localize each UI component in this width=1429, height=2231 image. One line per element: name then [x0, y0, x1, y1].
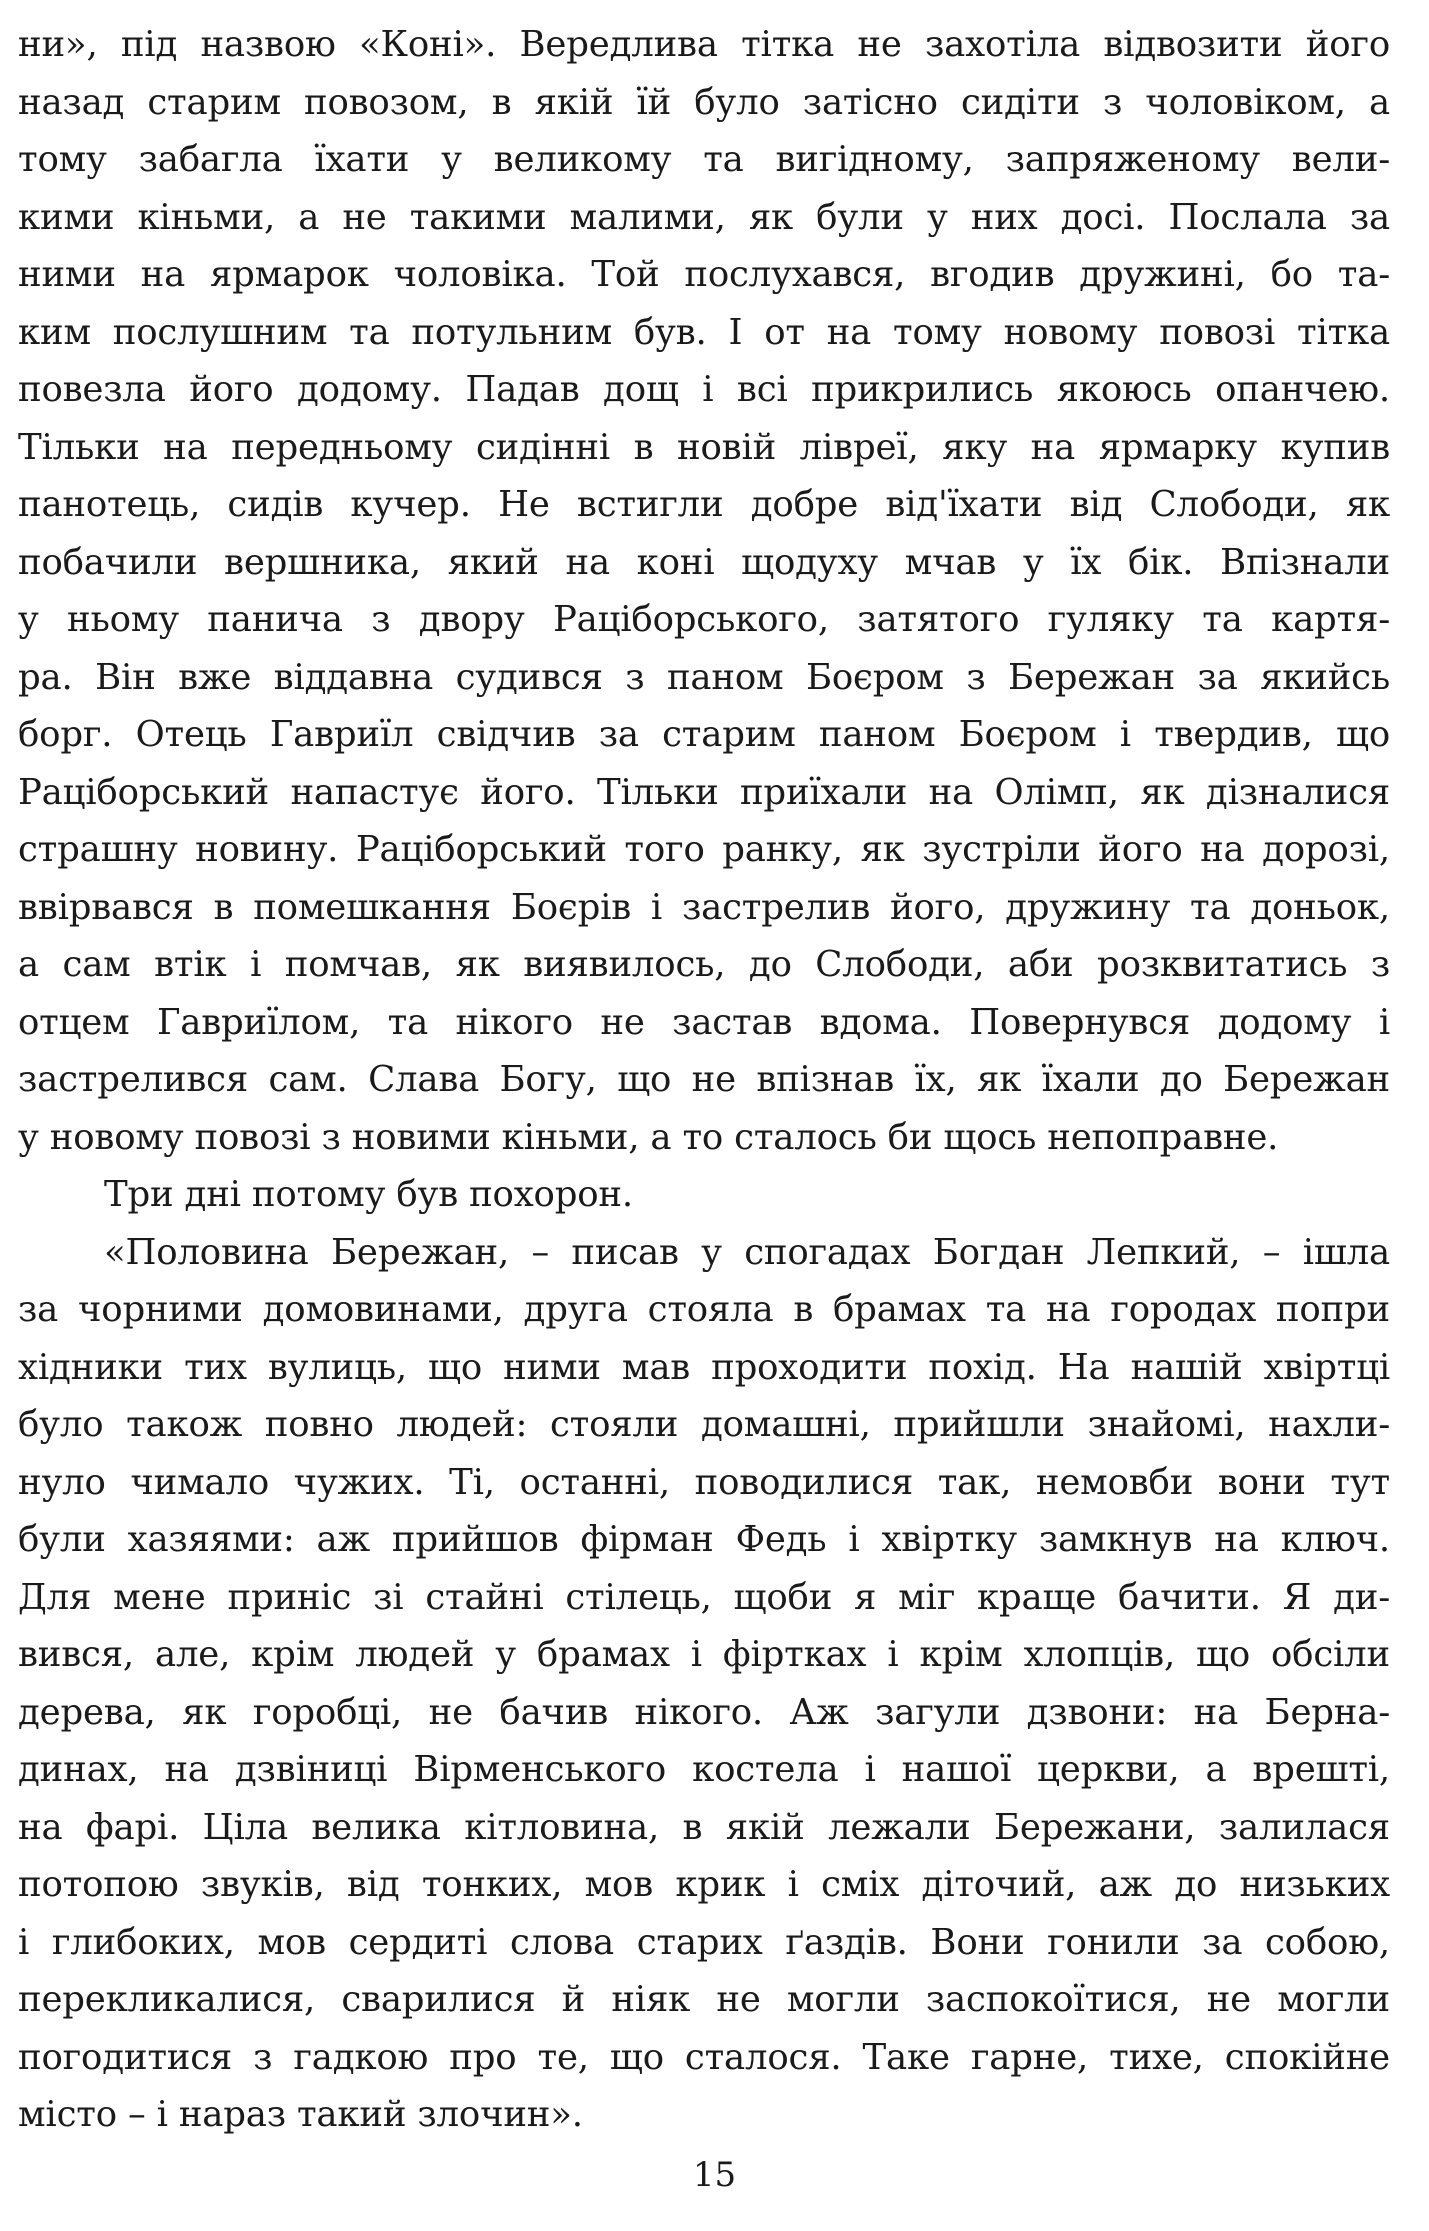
- text-line: і глибоких, мов сердиті слова старих ґаздів. Вони гонили за собою,: [18, 1921, 1390, 1963]
- text-line: «Половина Бережан, – писав у спогадах Богдан Лепкий, – ішла: [104, 1231, 1390, 1273]
- text-line: було також повно людей: стояли домашні, прийшли знайомі, нахли-: [18, 1404, 1390, 1445]
- text-line: ни», під назвою «Коні». Вередлива тітка не захотіла відвозити його: [18, 24, 1390, 65]
- text-line: на фарі. Ціла велика кітловина, в якій лежали Бережани, залилася: [18, 1806, 1390, 1848]
- text-line: борг. Отець Гавриїл свідчив за старим паном Боєром і твердив, що: [18, 714, 1390, 755]
- text-line: ра. Він вже віддавна судився з паном Боєром з Бережан за якийсь: [18, 656, 1390, 698]
- text-line: динах, на дзвіниці Вірменського костела і нашої церкви, а врешті,: [18, 1749, 1390, 1790]
- text-line: застрелився сам. Слава Богу, що не впізнав їх, як їхали до Бережан: [18, 1059, 1390, 1100]
- text-line: дерева, як горобці, не бачив нікого. Аж загули дзвони: на Берна-: [18, 1691, 1390, 1733]
- text-line: Три дні потому був похорон.: [104, 1174, 633, 1215]
- text-line: погодитися з гадкою про те, що сталося. Таке гарне, тихе, спокійне: [18, 2036, 1390, 2078]
- text-line: потопою звуків, від тонких, мов крик і сміх діточий, аж до низьких: [18, 1864, 1390, 1905]
- text-line: назад старим повозом, в якій їй було затісно сидіти з чоловіком, а: [18, 81, 1390, 123]
- text-line: у новому повозі з новими кіньми, а то сталось би щось непоправне.: [18, 1116, 1279, 1158]
- text-line: повезла його додому. Падав дощ і всі прикрились якоюсь опанчею.: [18, 369, 1390, 410]
- text-line: нуло чимало чужих. Ті, останні, поводилися так, немовби вони тут: [18, 1461, 1390, 1503]
- text-line: ними на ярмарок чоловіка. Той послухався, вгодив дружині, бо та-: [18, 254, 1390, 295]
- text-line: а сам втік і помчав, як виявилось, до Слободи, аби розквитатись з: [18, 944, 1390, 985]
- text-line: тому забагла їхати у великому та вигідному, запряженому вели-: [18, 139, 1390, 180]
- body-text: [18, 16, 1390, 2144]
- text-line: перекликалися, сварилися й ніяк не могли заспокоїтися, не могли: [18, 1979, 1390, 2020]
- text-line: страшну новину. Раціборський того ранку, як зустріли його на дорозі,: [18, 829, 1390, 870]
- text-line: ввірвався в помешкання Боєрів і застрелив його, дружину та доньок,: [18, 886, 1390, 928]
- text-line: панотець, сидів кучер. Не встигли добре від'їхати від Слободи, як: [18, 484, 1390, 525]
- text-line: отцем Гавриїлом, та нікого не застав вдома. Повернувся додому і: [18, 1001, 1390, 1043]
- page-number: 15: [692, 2155, 737, 2195]
- text-line: у ньому панича з двору Раціборського, затятого гуляку та картя-: [18, 599, 1390, 640]
- text-line: були хазяями: аж прийшов фірман Федь і хвіртку замкнув на ключ.: [18, 1519, 1390, 1560]
- text-line: за чорними домовинами, друга стояла в брамах та на городах попри: [18, 1289, 1390, 1330]
- text-line: місто – і нараз такий злочин».: [18, 2094, 583, 2135]
- text-line: хідники тих вулиць, що ними мав проходити похід. На нашій хвіртці: [18, 1346, 1390, 1388]
- text-line: Раціборський напастує його. Тільки приїхали на Олімп, як дізналися: [18, 771, 1390, 813]
- text-line: кими кіньми, а не такими малими, як були у них досі. Послала за: [18, 196, 1390, 238]
- text-line: Для мене приніс зі стайні стілець, щоби я міг краще бачити. Я ди-: [18, 1576, 1390, 1618]
- text-line: Тільки на передньому сидінні в новій ліврeї, яку на ярмарку купив: [18, 426, 1390, 468]
- text-line: ким послушним та потульним був. І от на тому новому повозі тітка: [18, 311, 1390, 353]
- text-line: вився, але, крім людей у брамах і фіртках і крім хлопців, що обсіли: [18, 1634, 1390, 1675]
- text-line: побачили вершника, який на коні щодуху мчав у їх бік. Впізнали: [18, 541, 1390, 583]
